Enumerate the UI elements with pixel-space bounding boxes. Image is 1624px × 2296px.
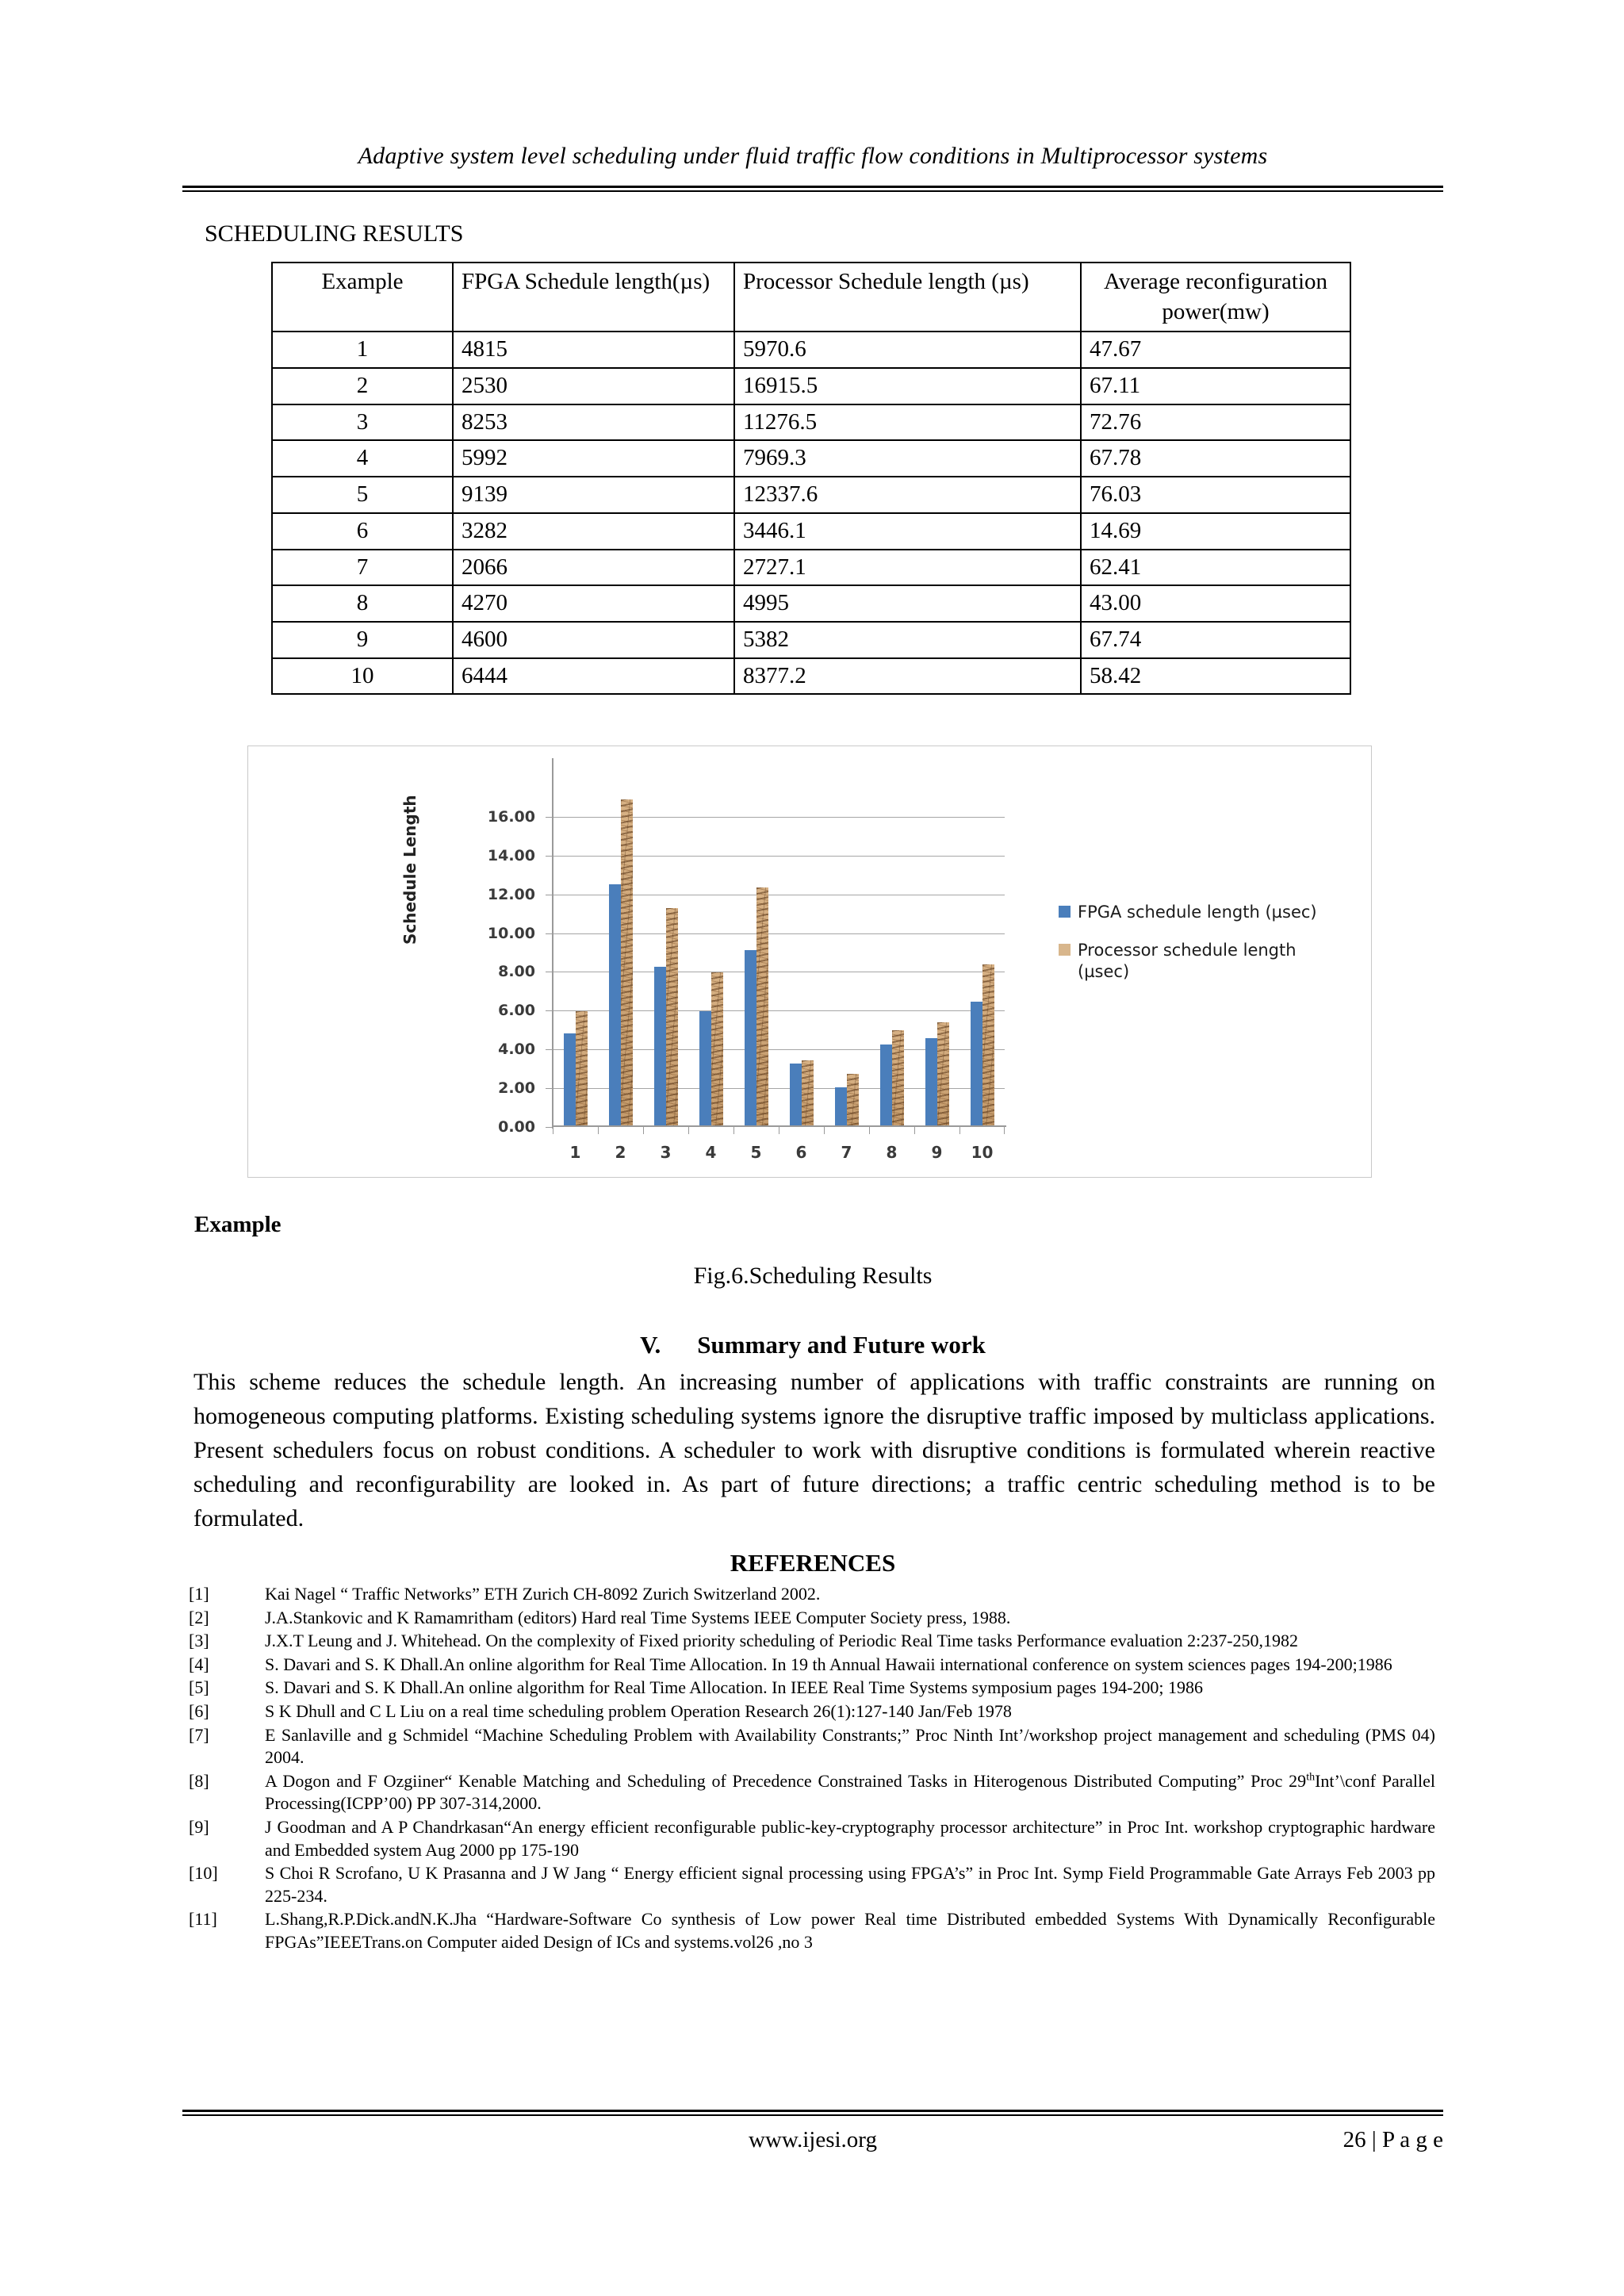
- reference-number: [2]: [189, 1607, 209, 1627]
- chart-x-tick-label: 3: [660, 1143, 672, 1162]
- cell-power: 67.78: [1081, 440, 1350, 477]
- footer-rule: [182, 2110, 1443, 2116]
- legend-item-fpga: [1059, 902, 1320, 924]
- cell-example: 4: [272, 440, 453, 477]
- cell-power: 14.69: [1081, 513, 1350, 550]
- scheduling-results-label: SCHEDULING RESULTS: [205, 220, 464, 247]
- cell-processor: 16915.5: [734, 368, 1081, 404]
- chart-x-tick: [914, 1127, 959, 1165]
- legend-label-processor: Processor schedule length (µsec): [1078, 940, 1297, 982]
- chart-y-tick-label: 4.00: [498, 1041, 535, 1059]
- chart-bar-processor: [711, 972, 723, 1127]
- table-header-row: [272, 263, 1350, 332]
- chart-bar-processor: [937, 1022, 949, 1127]
- reference-number: [8]: [189, 1770, 209, 1791]
- reference-text: S. Davari and S. K Dhall.An online algorithm for Real Time Allocation. In IEEE Real Time Systems symposium pages 194-200; 1986: [265, 1677, 1204, 1698]
- chart-x-tick-label: 7: [841, 1143, 852, 1162]
- summary-section-heading: [182, 1331, 1443, 1359]
- chart-bar-processor: [847, 1074, 859, 1127]
- cell-fpga: 6444: [453, 658, 734, 695]
- reference-item: [189, 1700, 1435, 1723]
- cell-example: 10: [272, 658, 453, 695]
- chart-x-tick-label: 8: [886, 1143, 898, 1162]
- chart-bar-processor: [802, 1060, 814, 1127]
- chart-bar-fpga: [745, 950, 756, 1127]
- cell-example: 1: [272, 332, 453, 368]
- cell-example: 9: [272, 622, 453, 658]
- cell-processor: 11276.5: [734, 404, 1081, 441]
- chart-x-tick: [598, 1127, 643, 1165]
- reference-item: [189, 1862, 1435, 1907]
- chart-y-tick-label: 8.00: [498, 963, 535, 981]
- cell-example: 7: [272, 550, 453, 586]
- reference-text: L.Shang,R.P.Dick.andN.K.Jha “Hardware-Software Co synthesis of Low power Real time Distributed embedded Systems With Dynamically Reconfigurable FPGAs”IEEETrans.on Computer aided Design of ICs and systems.vol26 ,no 3: [265, 1909, 1435, 1952]
- chart-bar-group: [959, 778, 1005, 1127]
- reference-text: J.X.T Leung and J. Whitehead. On the complexity of Fixed priority scheduling of Periodic Real Time tasks Performance evaluation 2:237-250,1982: [265, 1631, 1299, 1651]
- chart-bar-group: [553, 778, 598, 1127]
- chart-x-tick-label: 1: [569, 1143, 581, 1162]
- chart-x-tick: [733, 1127, 779, 1165]
- chart-bar-fpga: [564, 1033, 576, 1127]
- chart-bar-group: [869, 778, 914, 1127]
- chart-bar-group: [824, 778, 869, 1127]
- table-row: [272, 513, 1350, 550]
- reference-item: [189, 1630, 1435, 1653]
- chart-y-tick-label: 10.00: [487, 924, 535, 942]
- chart-bar-processor: [576, 1011, 588, 1127]
- cell-power: 76.03: [1081, 477, 1350, 513]
- cell-fpga: 2066: [453, 550, 734, 586]
- cell-processor: 12337.6: [734, 477, 1081, 513]
- cell-processor: 4995: [734, 585, 1081, 622]
- chart-x-axis-title: Example: [194, 1212, 282, 1237]
- cell-processor: 3446.1: [734, 513, 1081, 550]
- reference-number: [9]: [189, 1816, 209, 1837]
- cell-fpga: 8253: [453, 404, 734, 441]
- reference-text: E Sanlaville and g Schmidel “Machine Scheduling Problem with Availability Constrants;” Proc Ninth Int’/workshop project management and scheduling (PMS 04) 2004.: [265, 1724, 1435, 1768]
- column-header-fpga: FPGA Schedule length(µs): [453, 263, 734, 332]
- reference-text: S Choi R Scrofano, U K Prasanna and J W Jang “ Energy efficient signal processing using FPGA’s” in Proc Int. Symp Field Programmable Gate Arrays Feb 2003 pp 225-234.: [265, 1863, 1435, 1906]
- chart-bar-fpga: [790, 1064, 802, 1127]
- chart-y-tick-label: 6.00: [498, 1002, 535, 1020]
- page-footer: [182, 2127, 1443, 2167]
- column-header-power: Average reconfiguration power(mw): [1081, 263, 1350, 332]
- cell-fpga: 3282: [453, 513, 734, 550]
- reference-item: [189, 1816, 1435, 1861]
- table-row: [272, 368, 1350, 404]
- chart-bar-fpga: [835, 1087, 847, 1128]
- column-header-example: Example: [272, 263, 453, 332]
- cell-fpga: 4600: [453, 622, 734, 658]
- summary-section-title: Summary and Future work: [697, 1331, 986, 1359]
- reference-text: Kai Nagel “ Traffic Networks” ETH Zurich CH-8092 Zurich Switzerland 2002.: [265, 1584, 821, 1604]
- chart-y-tick-label: 2.00: [498, 1079, 535, 1098]
- reference-number: [11]: [189, 1909, 217, 1930]
- cell-processor: 5970.6: [734, 332, 1081, 368]
- reference-item: [189, 1607, 1435, 1630]
- chart-x-tick-label: 5: [750, 1143, 762, 1162]
- cell-power: 58.42: [1081, 658, 1350, 695]
- cell-example: 3: [272, 404, 453, 441]
- table-row: [272, 404, 1350, 441]
- table-row: [272, 622, 1350, 658]
- summary-body-text: This scheme reduces the schedule length. An increasing number of applications with traffic constraints are running on homogeneous computing platforms. Existing scheduling systems ignore the disruptive traffic imposed by multiclass applications. Present schedulers focus on robust conditions. A scheduler to work with disruptive conditions is formulated wherein reactive scheduling and reconfigurability are looked in. As part of future directions; a traffic centric scheduling method is to be formulated.: [193, 1369, 1435, 1531]
- cell-example: 2: [272, 368, 453, 404]
- table-row: [272, 658, 1350, 695]
- chart-bar-processor: [892, 1030, 904, 1127]
- cell-power: 72.76: [1081, 404, 1350, 441]
- chart-bar-group: [688, 778, 733, 1127]
- chart-bar-processor: [621, 799, 633, 1128]
- chart-x-tick-label: 10: [971, 1143, 994, 1162]
- chart-bar-group: [914, 778, 959, 1127]
- footer-site-url: www.ijesi.org: [749, 2127, 877, 2152]
- chart-x-tick: [553, 1127, 598, 1165]
- cell-fpga: 4815: [453, 332, 734, 368]
- running-head: Adaptive system level scheduling under fluid traffic flow conditions in Multiprocessor systems: [358, 143, 1268, 169]
- chart-x-tick: [869, 1127, 914, 1165]
- chart-y-tick-label: 14.00: [487, 846, 535, 864]
- chart-x-tick: [779, 1127, 824, 1165]
- chart-bar-fpga: [609, 884, 621, 1127]
- chart-bar-fpga: [971, 1002, 982, 1127]
- table-row: [272, 440, 1350, 477]
- chart-bars: [553, 778, 1005, 1127]
- references-list: [189, 1583, 1435, 1955]
- cell-example: 8: [272, 585, 453, 622]
- chart-bar-fpga: [880, 1045, 892, 1127]
- chart-x-tick: [824, 1127, 869, 1165]
- reference-item: [189, 1583, 1435, 1606]
- legend-swatch-processor-icon: [1059, 944, 1071, 956]
- column-header-processor: Processor Schedule length (µs): [734, 263, 1081, 332]
- references-heading: REFERENCES: [730, 1549, 896, 1577]
- reference-item: [189, 1770, 1435, 1815]
- chart-y-tick-label: 0.00: [498, 1118, 535, 1136]
- reference-number: [6]: [189, 1700, 209, 1721]
- reference-item: [189, 1677, 1435, 1700]
- table-row: [272, 585, 1350, 622]
- chart-x-tick-labels: [553, 1127, 1005, 1165]
- cell-power: 67.74: [1081, 622, 1350, 658]
- chart-y-tick-label: 16.00: [487, 807, 535, 826]
- scheduling-results-table-wrapper: [271, 262, 1350, 695]
- reference-text: J Goodman and A P Chandrkasan“An energy efficient reconfigurable public-key-cryptography processor architecture” in Proc Int. workshop cryptographic hardware and Embedded system Aug 2000 pp 175-190: [265, 1816, 1435, 1860]
- table-body: [272, 332, 1350, 694]
- chart-bar-fpga: [925, 1038, 937, 1127]
- figure-caption: Fig.6.Scheduling Results: [693, 1263, 933, 1289]
- reference-item: [189, 1724, 1435, 1769]
- legend-swatch-fpga-icon: [1059, 906, 1071, 918]
- cell-power: 67.11: [1081, 368, 1350, 404]
- chart-x-tick-label: 2: [615, 1143, 626, 1162]
- scheduling-results-chart: [247, 746, 1372, 1178]
- reference-number: [1]: [189, 1584, 209, 1604]
- reference-text: S K Dhull and C L Liu on a real time scheduling problem Operation Research 26(1):127-140 Jan/Feb 1978: [265, 1700, 1012, 1721]
- reference-number: [7]: [189, 1724, 209, 1745]
- reference-text: A Dogon and F Ozgiiner“ Kenable Matching and Scheduling of Precedence Constrained Tasks in Hiterogenous Distributed Computing” Proc 29thInt’\conf Parallel Processing(ICPP’00) PP 307-314,2000.: [265, 1770, 1435, 1814]
- table-row: [272, 332, 1350, 368]
- reference-number: [10]: [189, 1863, 218, 1884]
- chart-bar-fpga: [654, 967, 666, 1127]
- chart-bar-processor: [666, 908, 678, 1127]
- chart-x-tick: [688, 1127, 733, 1165]
- footer-page-number: 26 | P a g e: [1342, 2127, 1443, 2152]
- cell-fpga: 5992: [453, 440, 734, 477]
- chart-bar-group: [643, 778, 688, 1127]
- chart-y-tick-label: 12.00: [487, 885, 535, 903]
- cell-example: 5: [272, 477, 453, 513]
- table-row: [272, 477, 1350, 513]
- chart-y-axis-label: Schedule Length: [400, 795, 419, 945]
- chart-bar-group: [733, 778, 779, 1127]
- scheduling-results-table: [271, 262, 1351, 695]
- reference-text: S. Davari and S. K Dhall.An online algorithm for Real Time Allocation. In 19 th Annual Hawaii international conference on system sciences pages 194-200;1986: [265, 1654, 1392, 1674]
- chart-x-tick-label: 9: [931, 1143, 943, 1162]
- chart-bar-processor: [756, 887, 768, 1127]
- chart-legend: [1059, 902, 1320, 999]
- cell-fpga: 2530: [453, 368, 734, 404]
- chart-x-tick: [643, 1127, 688, 1165]
- legend-item-processor: [1059, 940, 1320, 983]
- cell-processor: 7969.3: [734, 440, 1081, 477]
- chart-x-tick-label: 6: [795, 1143, 807, 1162]
- summary-section-number: V.: [640, 1331, 661, 1359]
- chart-bar-processor: [982, 964, 994, 1127]
- cell-power: 62.41: [1081, 550, 1350, 586]
- chart-plot-area: [487, 778, 1005, 1162]
- reference-number: [4]: [189, 1654, 209, 1674]
- cell-processor: 8377.2: [734, 658, 1081, 695]
- chart-bar-fpga: [699, 1011, 711, 1127]
- cell-fpga: 9139: [453, 477, 734, 513]
- cell-processor: 2727.1: [734, 550, 1081, 586]
- legend-label-fpga: FPGA schedule length (µsec): [1078, 903, 1317, 922]
- chart-x-tick: [959, 1127, 1005, 1165]
- reference-text: J.A.Stankovic and K Ramamritham (editors) Hard real Time Systems IEEE Computer Society press, 1988.: [265, 1607, 1011, 1627]
- reference-item: [189, 1654, 1435, 1677]
- cell-example: 6: [272, 513, 453, 550]
- cell-processor: 5382: [734, 622, 1081, 658]
- cell-power: 47.67: [1081, 332, 1350, 368]
- table-row: [272, 550, 1350, 586]
- reference-number: [3]: [189, 1631, 209, 1651]
- cell-fpga: 4270: [453, 585, 734, 622]
- chart-bar-group: [779, 778, 824, 1127]
- header-rule: [182, 186, 1443, 192]
- reference-number: [5]: [189, 1677, 209, 1698]
- chart-x-tick-label: 4: [705, 1143, 717, 1162]
- chart-bar-group: [598, 778, 643, 1127]
- reference-item: [189, 1908, 1435, 1953]
- cell-power: 43.00: [1081, 585, 1350, 622]
